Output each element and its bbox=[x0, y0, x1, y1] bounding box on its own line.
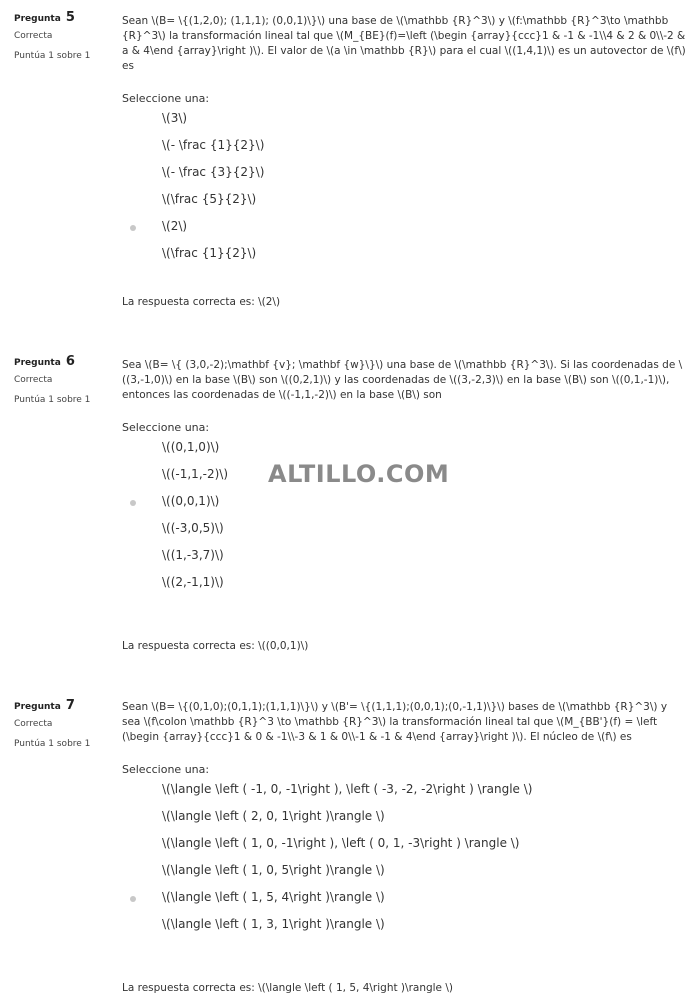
right-answer: La respuesta correcta es: \((0,0,1)\) bbox=[122, 640, 309, 652]
radio-selected-icon[interactable] bbox=[130, 896, 136, 902]
answer-label: \(\langle \left ( 1, 0, 5\right )\rangle \) bbox=[162, 863, 385, 877]
answer-option[interactable] bbox=[122, 109, 687, 136]
question-info bbox=[14, 10, 114, 61]
answer-label: \(2\) bbox=[162, 219, 188, 233]
question-num: 6 bbox=[65, 354, 75, 369]
question-grade: Puntúa 1 sobre 1 bbox=[14, 739, 91, 749]
answer-option[interactable] bbox=[122, 834, 687, 861]
answer-label: \(\langle \left ( 1, 3, 1\right )\rangle \) bbox=[162, 917, 385, 931]
answer-label: \(3\) bbox=[162, 111, 188, 125]
answer-list bbox=[122, 109, 687, 271]
answer-label: \(- \frac {3}{2}\) bbox=[162, 165, 265, 179]
answer-option[interactable] bbox=[122, 136, 687, 163]
right-answer: La respuesta correcta es: \(\langle \left ( 1, 5, 4\right )\rangle \) bbox=[122, 982, 453, 994]
answer-option-selected[interactable] bbox=[122, 217, 687, 244]
answer-label: \((1,-3,7)\) bbox=[162, 548, 224, 562]
answer-label: \((2,-1,1)\) bbox=[162, 575, 224, 589]
answer-label: \(\langle \left ( -1, 0, -1\right ), \left ( -3, -2, -2\right ) \rangle \) bbox=[162, 782, 533, 796]
radio-selected-icon[interactable] bbox=[130, 500, 136, 506]
question-state: Correcta bbox=[14, 31, 53, 41]
question-label: Pregunta bbox=[14, 14, 61, 24]
question-num: 7 bbox=[65, 698, 75, 713]
answer-option[interactable] bbox=[122, 807, 687, 834]
question-info bbox=[14, 354, 114, 405]
question-number bbox=[14, 698, 114, 713]
question-grade: Puntúa 1 sobre 1 bbox=[14, 51, 91, 61]
answer-label: \((0,1,0)\) bbox=[162, 440, 220, 454]
answer-option-selected[interactable] bbox=[122, 888, 687, 915]
question-number bbox=[14, 354, 114, 369]
question-content bbox=[122, 700, 687, 942]
answer-label: \((-3,0,5)\) bbox=[162, 521, 224, 535]
answer-option[interactable] bbox=[122, 190, 687, 217]
question-text: Sea \(B= \{ (3,0,-2);\mathbf {v}; \mathbf {w}\}\) una base de \(\mathbb {R}^3\). Si las coordenadas de \((3,-1,0)\) en la base \(B\) son \((0,2,1)\) y las coordenadas de \((3,-2,3)\) en la base \(B\) son \((0,1,-1)\), entonces las coordenadas de \((-1,1,-2)\) en la base \(B\) son bbox=[122, 359, 683, 401]
radio-selected-icon[interactable] bbox=[130, 225, 136, 231]
question-text: Sean \(B= \{(1,2,0); (1,1,1); (0,0,1)\}\) una base de \(\mathbb {R}^3\) y \(f:\mathbb {R}^3\to \mathbb {R}^3\) la transformación lineal tal que \(M_{BE}(f)=\left (\begin {array}{ccc}1 & -1 & -1\\4 & 2 & 0\\-2 & a & 4\end {array}\right )\). El valor de \(a \in \mathbb {R}\) para el cual \((1,4,1)\) es un autovector de \(f\) es bbox=[122, 15, 686, 72]
right-answer: La respuesta correcta es: \(2\) bbox=[122, 296, 281, 308]
question-number bbox=[14, 10, 114, 25]
watermark: ALTILLO.COM bbox=[268, 460, 450, 488]
answer-label: \(\frac {1}{2}\) bbox=[162, 246, 257, 260]
answer-label: \(\frac {5}{2}\) bbox=[162, 192, 257, 206]
answer-label: \(\langle \left ( 1, 0, -1\right ), \left ( 0, 1, -3\right ) \rangle \) bbox=[162, 836, 520, 850]
question-label: Pregunta bbox=[14, 358, 61, 368]
question-text: Sean \(B= \{(0,1,0);(0,1,1);(1,1,1)\}\) y \(B'= \{(1,1,1);(0,0,1);(0,-1,1)\}\) bases de \(\mathbb {R}^3\) y sea \(f\colon \mathbb {R}^3 \to \mathbb {R}^3\) la transformación lineal tal que \(M_{BB'}(f) = \left (\begin {array}{ccc}1 & 0 & -1\\-3 & 1 & 0\\-1 & -1 & 4\end {array}\right )\). El núcleo de \(f\) es bbox=[122, 701, 668, 743]
question-content bbox=[122, 14, 687, 271]
answer-option[interactable] bbox=[122, 244, 687, 271]
question-num: 5 bbox=[65, 10, 75, 25]
answer-option[interactable] bbox=[122, 780, 687, 807]
question-state: Correcta bbox=[14, 719, 53, 729]
select-prompt: Seleccione una: bbox=[122, 763, 210, 776]
answer-label: \((-1,1,-2)\) bbox=[162, 467, 229, 481]
answer-list bbox=[122, 780, 687, 942]
question-grade: Puntúa 1 sobre 1 bbox=[14, 395, 91, 405]
answer-option[interactable] bbox=[122, 163, 687, 190]
answer-option[interactable] bbox=[122, 915, 687, 942]
question-state: Correcta bbox=[14, 375, 53, 385]
answer-label: \(\langle \left ( 1, 5, 4\right )\rangle \) bbox=[162, 890, 385, 904]
select-prompt: Seleccione una: bbox=[122, 421, 210, 434]
question-info bbox=[14, 698, 114, 749]
answer-label: \((0,0,1)\) bbox=[162, 494, 220, 508]
select-prompt: Seleccione una: bbox=[122, 92, 210, 105]
answer-label: \(\langle \left ( 2, 0, 1\right )\rangle \) bbox=[162, 809, 385, 823]
answer-option[interactable] bbox=[122, 519, 687, 546]
answer-option[interactable] bbox=[122, 861, 687, 888]
answer-option-selected[interactable] bbox=[122, 492, 687, 519]
question-label: Pregunta bbox=[14, 702, 61, 712]
answer-option[interactable] bbox=[122, 573, 687, 600]
answer-label: \(- \frac {1}{2}\) bbox=[162, 138, 265, 152]
answer-option[interactable] bbox=[122, 546, 687, 573]
